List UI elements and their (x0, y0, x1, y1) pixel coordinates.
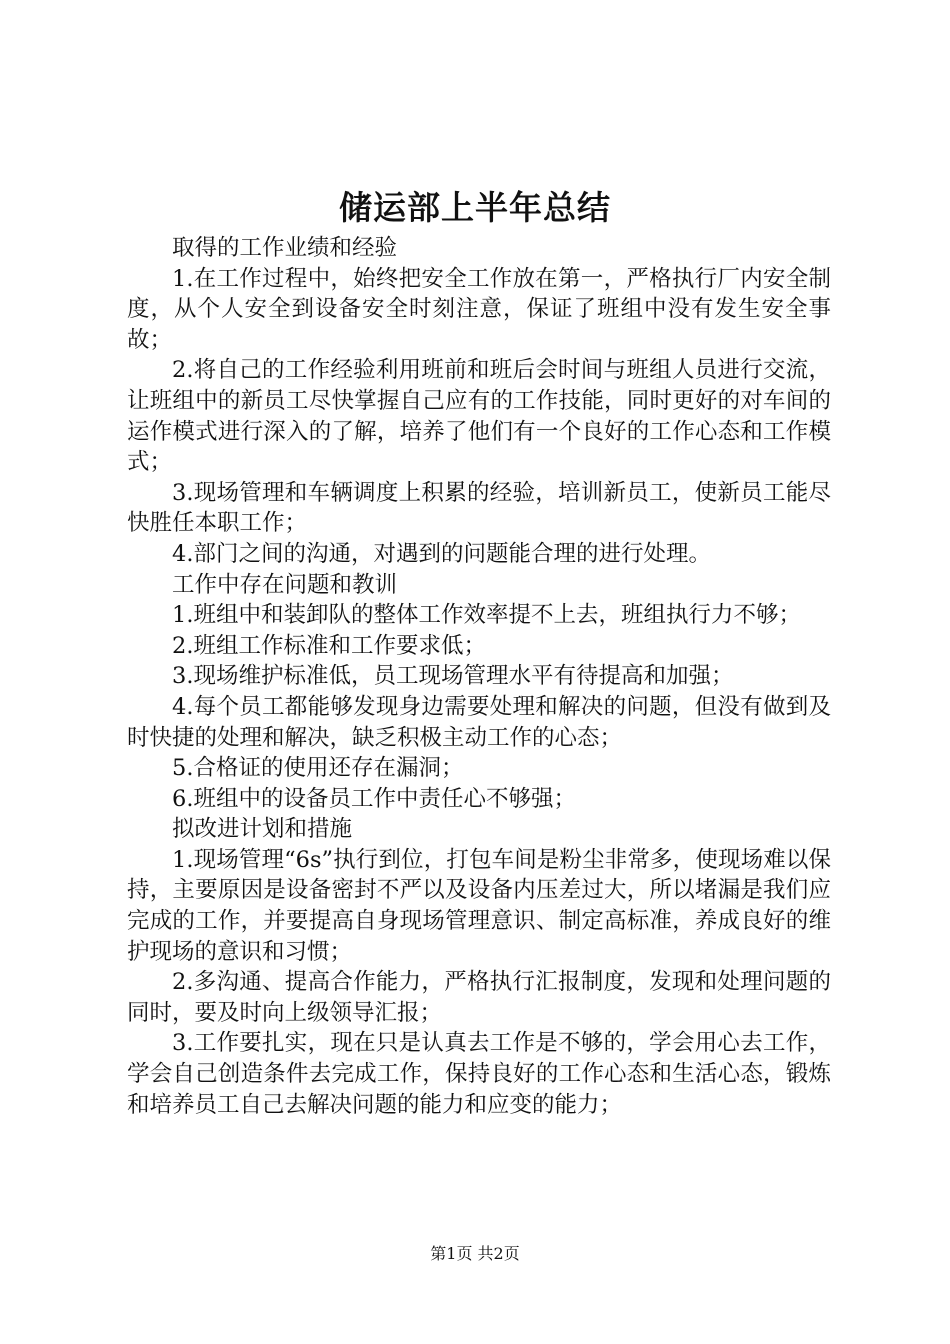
paragraph: 2.班组工作标准和工作要求低； (172, 632, 486, 659)
paragraph: 1.现场管理“6s”执行到位，打包车间是粉尘非常多，使现场难以保持，主要原因是设备密封不严以及设备内压差过大，所以堵漏是我们应完成的工作，并要提高自身现场管理意识、制定高标准，养成良好的维护现场的意识和习惯； (127, 846, 831, 965)
document-body (127, 233, 831, 1120)
section-heading: 拟改进计划和措施 (172, 816, 353, 843)
document-title: 储运部上半年总结 (339, 188, 611, 227)
page-footer: 第1页 共2页 (430, 1244, 520, 1263)
paragraph: 3.现场维护标准低，员工现场管理水平有待提高和加强； (172, 663, 734, 690)
paragraph: 3.现场管理和车辆调度上积累的经验，培训新员工，使新员工能尽快胜任本职工作； (127, 479, 831, 537)
paragraph: 5.合格证的使用还存在漏洞； (172, 755, 464, 782)
section-heading: 取得的工作业绩和经验 (172, 235, 398, 261)
paragraph: 4.每个员工都能够发现身边需要处理和解决的问题，但没有做到及时快捷的处理和解决，缺乏积极主动工作的心态； (127, 693, 831, 751)
paragraph: 1.班组中和装卸队的整体工作效率提不上去，班组执行力不够； (172, 602, 801, 629)
paragraph: 4.部门之间的沟通，对遇到的问题能合理的进行处理。 (172, 540, 711, 567)
paragraph: 2.将自己的工作经验利用班前和班后会时间与班组人员进行交流，让班组中的新员工尽快掌握自己应有的工作技能，同时更好的对车间的运作模式进行深入的了解，培养了他们有一个良好的工作心态和工作模式； (127, 357, 831, 476)
paragraph: 1.在工作过程中，始终把安全工作放在第一，严格执行厂内安全制度，从个人安全到设备安全时刻注意，保证了班组中没有发生安全事故； (127, 265, 831, 353)
section-heading: 工作中存在问题和教训 (172, 571, 398, 598)
paragraph: 3.工作要扎实，现在只是认真去工作是不够的，学会用心去工作，学会自己创造条件去完成工作，保持良好的工作心态和生活心态，锻炼和培养员工自己去解决问题的能力和应变的能力； (127, 1030, 831, 1118)
paragraph: 2.多沟通、提高合作能力，严格执行汇报制度，发现和处理问题的同时，要及时向上级领导汇报； (127, 969, 831, 1026)
paragraph: 6.班组中的设备员工作中责任心不够强； (172, 785, 576, 812)
